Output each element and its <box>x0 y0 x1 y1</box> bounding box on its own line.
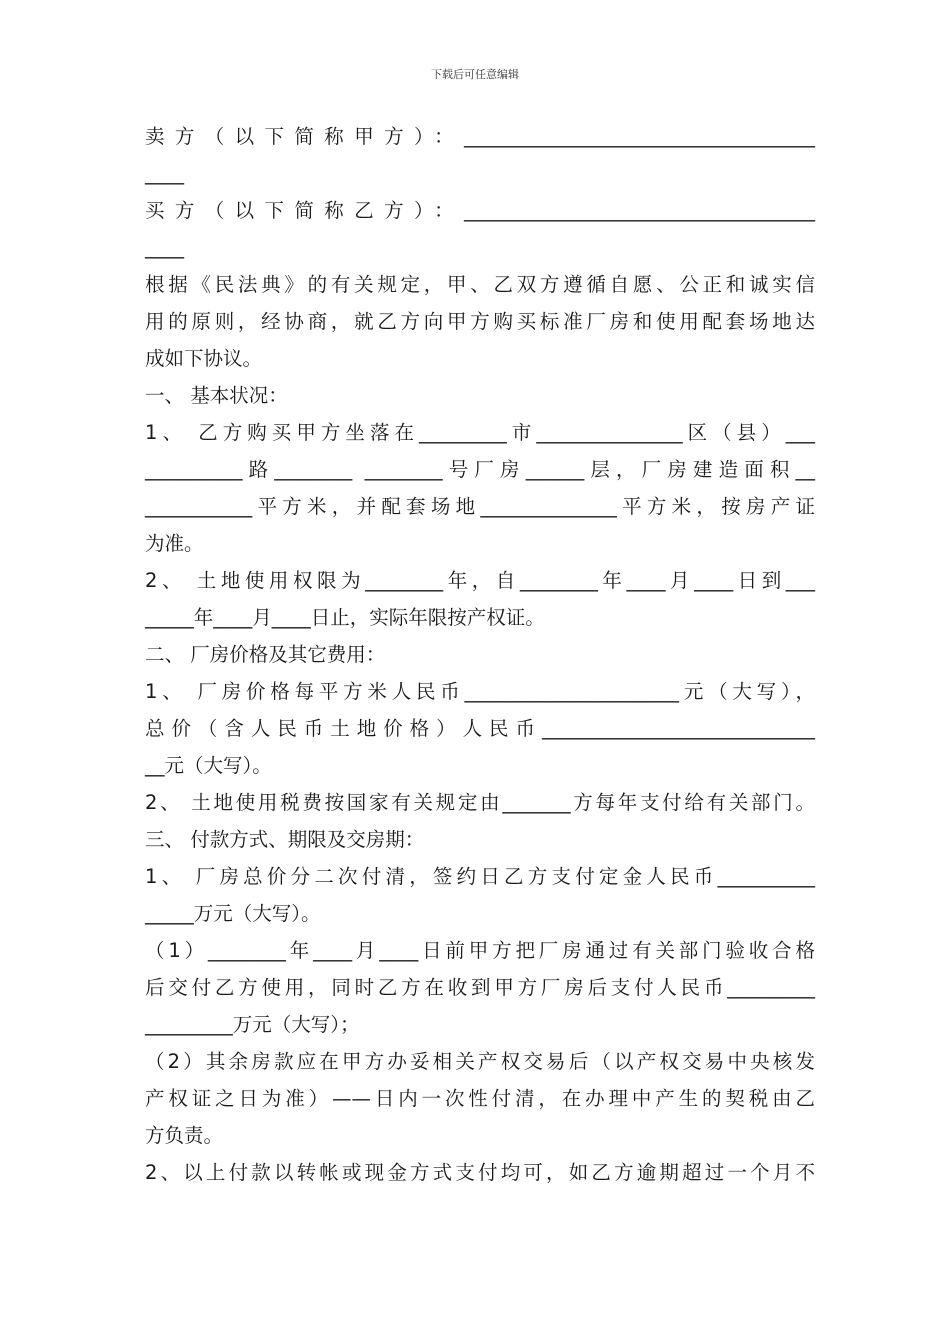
clause-2-1-line-1: 1、 厂房价格每平方米人民币______________________元（大写）， <box>145 680 815 703</box>
clause-1-1-line-2: __________路________ ________号厂房______层，厂房建造面积__ <box>145 458 815 481</box>
page-header: 下载后可任意编辑 <box>431 68 519 81</box>
seller-line-cont: ____ <box>145 162 184 185</box>
clause-3-1-1-line-3: _________万元（大写）； <box>145 1013 360 1036</box>
clause-3-1-2-line-1: （2）其余房款应在甲方办妥相关产权交易后（以产权交易中央核发 <box>145 1050 815 1073</box>
buyer-line-cont: ____ <box>145 236 184 259</box>
clause-1-1-line-4: 为准。 <box>145 532 204 555</box>
buyer-line: 买方（以下简称乙方）：____________________________________ <box>145 199 815 222</box>
clause-3-1-line-2: _____万元（大写）。 <box>145 902 321 925</box>
clause-2-2: 2、 土地使用税费按国家有关规定由_______方每年支付给有关部门。 <box>145 791 815 814</box>
clause-3-1-1-line-2: 后交付乙方使用，同时乙方在收到甲方厂房后支付人民币_________ <box>145 976 815 999</box>
section-1-heading: 一、 基本状况： <box>145 384 288 407</box>
clause-1-1-line-1: 1、 乙方购买甲方坐落在_________市_______________区（县）___ <box>145 421 815 444</box>
contract-body <box>145 118 815 1191</box>
clause-2-1-line-2: 总价（含人民币土地价格）人民币____________________________ <box>145 717 815 740</box>
clause-3-2-line-1: 2、以上付款以转帐或现金方式支付均可，如乙方逾期超过一个月不 <box>145 1161 815 1184</box>
preamble-line-3: 成如下协议。 <box>145 347 263 370</box>
section-3-heading: 三、 付款方式、期限及交房期： <box>145 828 425 851</box>
clause-1-2-line-1: 2、 土地使用权限为________年，自________年____月____日到___ <box>145 569 815 592</box>
clause-3-1-1-line-1: （1）________年____月____日前甲方把厂房通过有关部门验收合格 <box>145 939 815 962</box>
preamble-line-1: 根据《民法典》的有关规定，甲、乙双方遵循自愿、公正和诚实信 <box>145 273 815 296</box>
seller-line: 卖方（以下简称甲方）：____________________________________ <box>145 125 815 148</box>
clause-1-1-line-3: ___________平方米，并配套场地______________平方米，按房产证 <box>145 495 815 518</box>
clause-3-1-2-line-2: 产权证之日为准）——日内一次性付清，在办理中产生的契税由乙 <box>145 1087 815 1110</box>
clause-1-2-line-2: _____年____月____日止，实际年限按产权证。 <box>145 606 545 629</box>
clause-3-1-2-line-3: 方负责。 <box>145 1124 224 1147</box>
clause-2-1-line-3: __元（大写）。 <box>145 754 272 777</box>
section-2-heading: 二、 厂房价格及其它费用： <box>145 643 386 666</box>
preamble-line-2: 用的原则，经协商，就乙方向甲方购买标准厂房和使用配套场地达 <box>145 310 815 333</box>
clause-3-1-line-1: 1、 厂房总价分二次付清，签约日乙方支付定金人民币__________ <box>145 865 815 888</box>
